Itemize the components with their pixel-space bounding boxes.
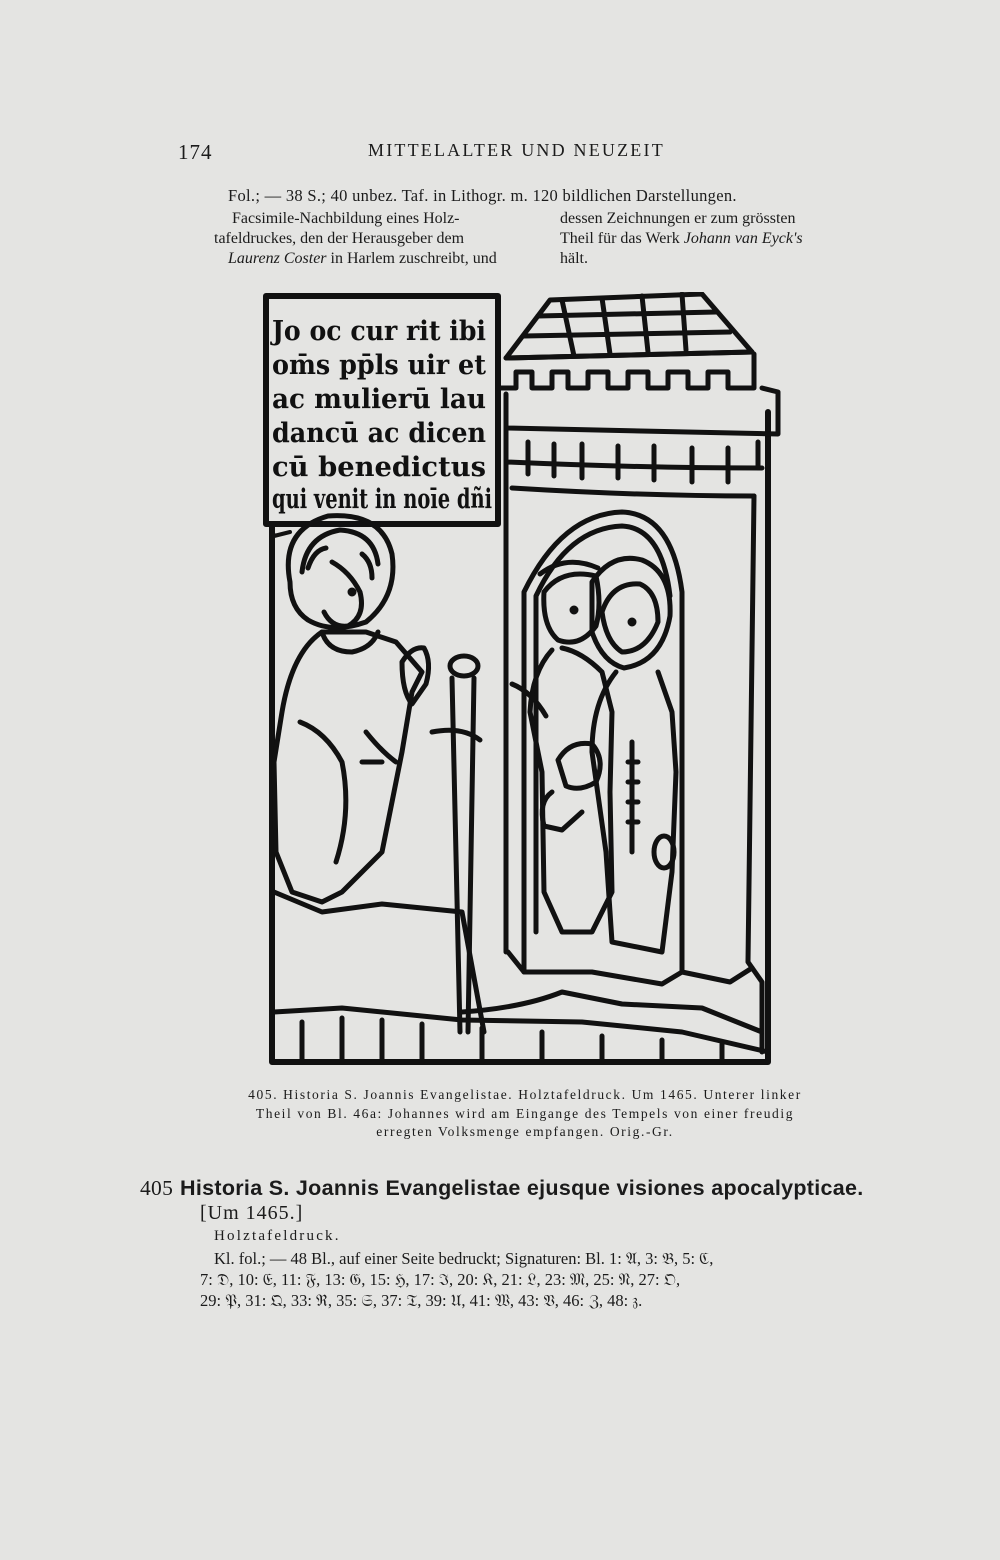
right-column-line-start: Theil für das Werk — [560, 230, 684, 247]
eyck-title: Johann van Eyck's — [683, 230, 803, 247]
bibliography-intro-line: Fol.; — 38 S.; 40 unbez. Taf. in Lithogr. m. 120 bildlichen Darstellungen. — [228, 186, 737, 205]
right-column-line: hält. — [560, 250, 588, 267]
woodcut-svg — [262, 292, 782, 1072]
page-number: 174 — [178, 140, 213, 164]
bibliography-right-column — [560, 209, 865, 269]
caption-line: Theil von Bl. 46a: Johannes wird am Eingange des Tempels von einer freudig — [255, 1105, 795, 1121]
running-title: MITTELALTER UND NEUZEIT — [368, 140, 665, 160]
description-line: Kl. fol.; — 48 Bl., auf einer Seite bedruckt; Signaturen: Bl. 1: 𝔄, 3: 𝔅, 5: ℭ, — [214, 1249, 714, 1268]
bibliography-left-column — [214, 209, 536, 269]
right-column-line: dessen Zeichnungen er zum grössten — [560, 210, 796, 227]
banner-scroll — [266, 296, 498, 536]
left-column-line — [214, 249, 536, 269]
right-column-line — [560, 229, 865, 249]
left-column-line: tafeldruckes, den der Herausgeber dem — [214, 230, 465, 247]
left-column-line-rest: in Harlem zuschreibt, und — [326, 250, 497, 267]
banner-line: qui venit in noīe dñi — [272, 484, 492, 515]
left-column-line: Facsimile-Nachbildung eines Holz- — [232, 210, 460, 227]
entry-title: Historia S. Joannis Evangelistae ejusque visiones apocalypticae. — [180, 1176, 864, 1200]
coster-name: Laurenz Coster — [228, 250, 327, 267]
woodcut-illustration — [262, 292, 782, 1072]
entry-description — [200, 1248, 868, 1311]
saint-john-figure — [274, 516, 480, 1032]
entry-date: [Um 1465.] — [200, 1202, 304, 1224]
banner-line: cū benedictus — [272, 452, 486, 483]
banner-line: Jo oc cur rit ibi — [270, 316, 486, 347]
figure-caption — [195, 1086, 855, 1142]
description-line: 29: 𝔓, 31: 𝔔, 33: ℜ, 35: 𝔖, 37: 𝔗, 39: 𝔘, 41: 𝔚, 43: 𝔙, 46: ℨ, 48: 𝔷. — [200, 1291, 643, 1310]
entry-technique: Holztafeldruck. — [214, 1228, 341, 1244]
banner-line: dancū ac dicen — [272, 418, 487, 449]
caption-line: erregten Volksmenge empfangen. Orig.-Gr. — [376, 1124, 674, 1139]
running-head — [178, 140, 868, 166]
entry-heading — [140, 1176, 880, 1201]
description-line: 7: 𝔇, 10: 𝔈, 11: 𝔉, 13: 𝔊, 15: ℌ, 17: ℑ, 20: 𝔎, 21: 𝔏, 23: 𝔐, 25: 𝔑, 27: 𝔒, — [200, 1270, 681, 1289]
caption-line: 405. Historia S. Joannis Evangelistae. Holztafeldruck. Um 1465. Unterer linker — [248, 1087, 802, 1102]
banner-line: ac mulierū lau — [272, 384, 486, 415]
entry-number: 405 — [140, 1176, 174, 1200]
banner-line: om̄s pp̄ls uir et — [272, 350, 487, 381]
